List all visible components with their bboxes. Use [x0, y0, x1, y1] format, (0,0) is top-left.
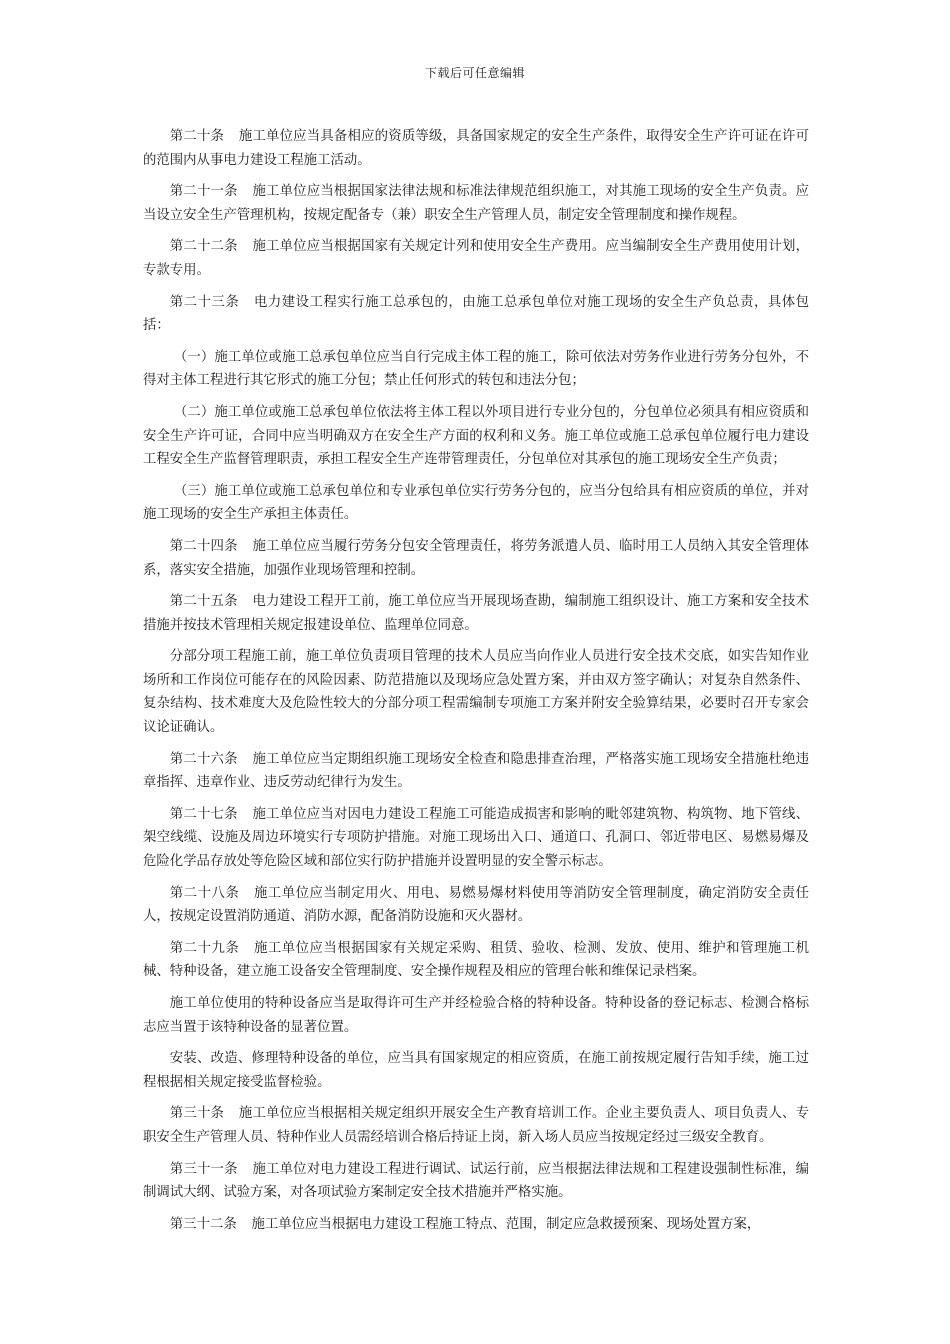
article-number: 第三十条: [169, 1106, 225, 1122]
paragraph-item-1: [143, 346, 809, 393]
article-number: 第二十条: [169, 129, 225, 144]
article-number: 第三十一条: [169, 1161, 238, 1177]
paragraph-item-2: [143, 401, 809, 472]
paragraph-text: （二）施工单位或施工总承包单位依法将主体工程以外项目进行专业分包的，分包单位必须具有相应资质和安全生产许可证，合同中应当明确双方在安全生产方面的权利和义务。施工单位或施工总承包单位履行电力建设工程安全生产监督管理职责，承担工程安全生产连带管理责任，分包单位对其承包的施工现场安全生产负责；: [143, 404, 809, 468]
paragraph-text: 电力建设工程开工前，施工单位应当开展现场查勘，编制施工组织设计、施工方案和安全技术措施并按技术管理相关规定报建设单位、监理单位同意。: [143, 594, 810, 633]
article-number: 第二十二条: [169, 239, 238, 255]
paragraph-text: 施工单位应当根据国家法律法规和标准法律规范组织施工，对其施工现场的安全生产负责。应当设立安全生产管理机构，按规定配备专（兼）职安全生产管理人员，制定安全管理制度和操作规程。: [143, 184, 810, 223]
paragraph-text: 施工单位应当定期组织施工现场安全检查和隐患排查治理，严格落实施工现场安全措施杜绝违章指挥、违章作业、违反劳动纪律行为发生。: [143, 751, 810, 791]
paragraph-text: 施工单位应当制定用火、用电、易燃易爆材料使用等消防安全管理制度，确定消防安全责任人，按规定设置消防通道、消防水源，配备消防设施和灭火器材。: [143, 885, 810, 925]
paragraph-article-22: [143, 235, 809, 282]
article-number: 第二十一条: [169, 184, 238, 200]
paragraph-text: 施工单位应当根据国家有关规定采购、租赁、验收、检测、发放、使用、维护和管理施工机械、特种设备，建立施工设备安全管理制度、安全操作规程及相应的管理台帐和维保记录档案。: [143, 940, 810, 980]
paragraph-article-24: [143, 535, 809, 582]
document-body: [143, 125, 809, 1244]
paragraph-text: 施工单位应当根据相关规定组织开展安全生产教育培训工作。企业主要负责人、项目负责人、专职安全生产管理人员、特种作业人员需经培训合格后持证上岗，新入场人员应当按规定经过三级安全教育。: [143, 1106, 810, 1145]
paragraph-text: 施工单位应当履行劳务分包安全管理责任，将劳务派遣人员、临时用工人员纳入其安全管理体系，落实安全措施，加强作业现场管理和控制。: [143, 538, 810, 578]
paragraph-article-29: [143, 937, 809, 984]
paragraph-article-25-cont: [143, 645, 809, 739]
paragraph-text: 施工单位应当根据国家有关规定计列和使用安全生产费用。应当编制安全生产费用使用计划，专款专用。: [143, 239, 810, 278]
paragraph-article-21: [143, 180, 809, 227]
paragraph-article-25: [143, 590, 809, 637]
paragraph-article-20: [143, 125, 809, 172]
paragraph-text: 电力建设工程实行施工总承包的，由施工总承包单位对施工现场的安全生产负总责，具体包括：: [143, 294, 810, 334]
paragraph-article-23: [143, 291, 809, 338]
article-number: 第二十八条: [169, 885, 240, 901]
article-number: 第二十六条: [169, 751, 238, 767]
paragraph-article-26: [143, 748, 809, 795]
article-number: 第三十二条: [169, 1216, 237, 1232]
article-number: 第二十四条: [169, 538, 238, 554]
paragraph-article-32: [143, 1213, 809, 1237]
paragraph-text: 施工单位应当具备相应的资质等级，具备国家规定的安全生产条件，取得安全生产许可证在许可的范围内从事电力建设工程施工活动。: [143, 129, 810, 168]
paragraph-text: 施工单位对电力建设工程进行调试、试运行前，应当根据法律法规和工程建设强制性标准，编制调试大纲、试验方案，对各项试验方案制定安全技术措施并严格实施。: [143, 1161, 810, 1201]
paragraph-article-29-cont-1: [143, 992, 809, 1039]
paragraph-text: 施工单位应当根据电力建设工程施工特点、范围，制定应急救援预案、现场处置方案，: [251, 1216, 761, 1232]
paragraph-article-30: [143, 1102, 809, 1149]
paragraph-text: （三）施工单位或施工总承包单位和专业承包单位实行劳务分包的，应当分包给具有相应资质的单位，并对施工现场的安全生产承担主体责任。: [143, 483, 809, 523]
paragraph-article-28: [143, 882, 809, 929]
paragraph-text: 施工单位使用的特种设备应当是取得许可生产并经检验合格的特种设备。特种设备的登记标志、检测合格标志应当置于该特种设备的显著位置。: [143, 996, 809, 1035]
article-number: 第二十九条: [169, 940, 240, 956]
article-number: 第二十五条: [169, 594, 238, 610]
paragraph-text: 施工单位应当对因电力建设工程施工可能造成损害和影响的毗邻建筑物、构筑物、地下管线、架空线缆、设施及周边环境实行专项防护措施。对施工现场出入口、通道口、孔洞口、邻近带电区、易燃易爆及危险化学品存放处等危险区域和部位实行防护措施并设置明显的安全警示标志。: [143, 806, 810, 870]
paragraph-article-27: [143, 803, 809, 874]
page-header: 下载后可任意编辑: [424, 66, 525, 80]
paragraph-article-31: [143, 1158, 809, 1205]
paragraph-text: 分部分项工程施工前，施工单位负责项目管理的技术人员应当向作业人员进行安全技术交底，如实告知作业场所和工作岗位可能存在的风险因素、防范措施以及现场应急处置方案，并由双方签字确认；对复杂自然条件、复杂结构、技术难度大及危险性较大的分部分项工程需编制专项施工方案并附安全验算结果，必要时召开专家会议论证确认。: [143, 649, 809, 736]
paragraph-item-3: [143, 480, 809, 527]
article-number: 第二十三条: [169, 294, 240, 310]
paragraph-text: 安装、改造、修理特种设备的单位，应当具有国家规定的相应资质，在施工前按规定履行告知手续，施工过程根据相关规定接受监督检验。: [143, 1051, 809, 1090]
paragraph-article-29-cont-2: [143, 1047, 809, 1094]
article-number: 第二十七条: [169, 806, 238, 822]
paragraph-text: （一）施工单位或施工总承包单位应当自行完成主体工程的施工，除可依法对劳务作业进行劳务分包外，不得对主体工程进行其它形式的施工分包；禁止任何形式的转包和违法分包；: [143, 349, 809, 389]
